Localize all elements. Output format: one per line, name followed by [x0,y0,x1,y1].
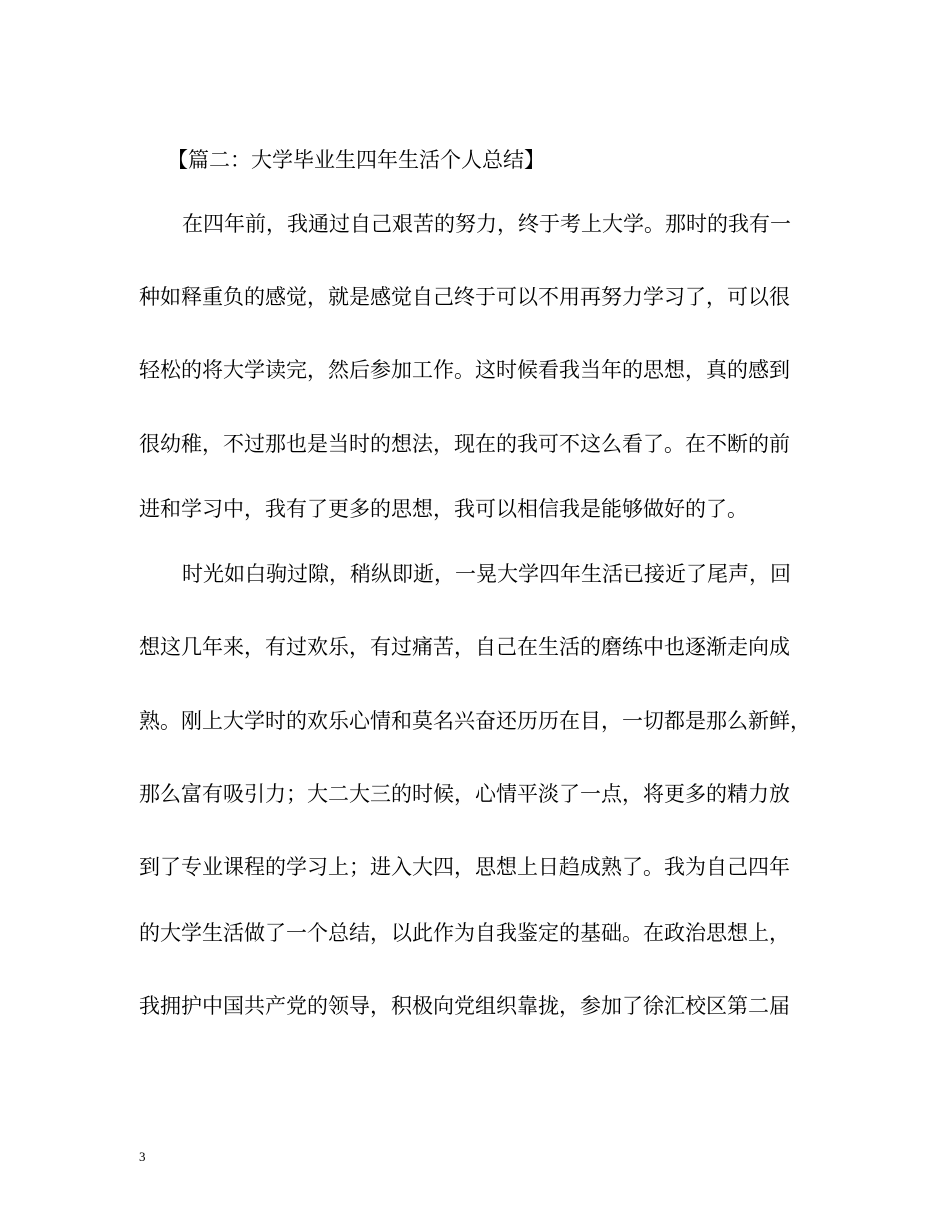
paragraph-2-line-7: 我拥护中国共产党的领导，积极向党组织靠拢，参加了徐汇校区第二届 [139,994,790,1018]
paragraph-2-line-1: 时光如白驹过隙，稍纵即逝，一晃大学四年生活已接近了尾声，回 [182,562,791,586]
paragraph-2-line-3: 熟。刚上大学时的欢乐心情和莫名兴奋还历历在目，一切都是那么新鲜， [139,709,811,733]
paragraph-2-line-4: 那么富有吸引力；大二大三的时候，心情平淡了一点，将更多的精力放 [139,782,790,806]
page-number: 3 [139,1149,146,1164]
paragraph-2-line-2: 想这几年来，有过欢乐，有过痛苦，自己在生活的磨练中也逐渐走向成 [139,635,790,659]
paragraph-2-line-6: 的大学生活做了一个总结，以此作为自我鉴定的基础。在政治思想上， [139,921,790,945]
paragraph-1-line-4: 很幼稚，不过那也是当时的想法，现在的我可不这么看了。在不断的前 [139,432,790,456]
paragraph-1-line-3: 轻松的将大学读完，然后参加工作。这时候看我当年的思想，真的感到 [139,358,790,382]
paragraph-2-line-5: 到了专业课程的学习上；进入大四，思想上日趋成熟了。我为自己四年 [139,855,790,879]
section-heading: 【篇二：大学毕业生四年生活个人总结】 [167,148,545,172]
paragraph-1-line-1: 在四年前，我通过自己艰苦的努力，终于考上大学。那时的我有一 [182,212,791,236]
paragraph-1-line-2: 种如释重负的感觉，就是感觉自己终于可以不用再努力学习了，可以很 [139,285,790,309]
paragraph-1-line-5: 进和学习中，我有了更多的思想，我可以相信我是能够做好的了。 [139,497,748,521]
